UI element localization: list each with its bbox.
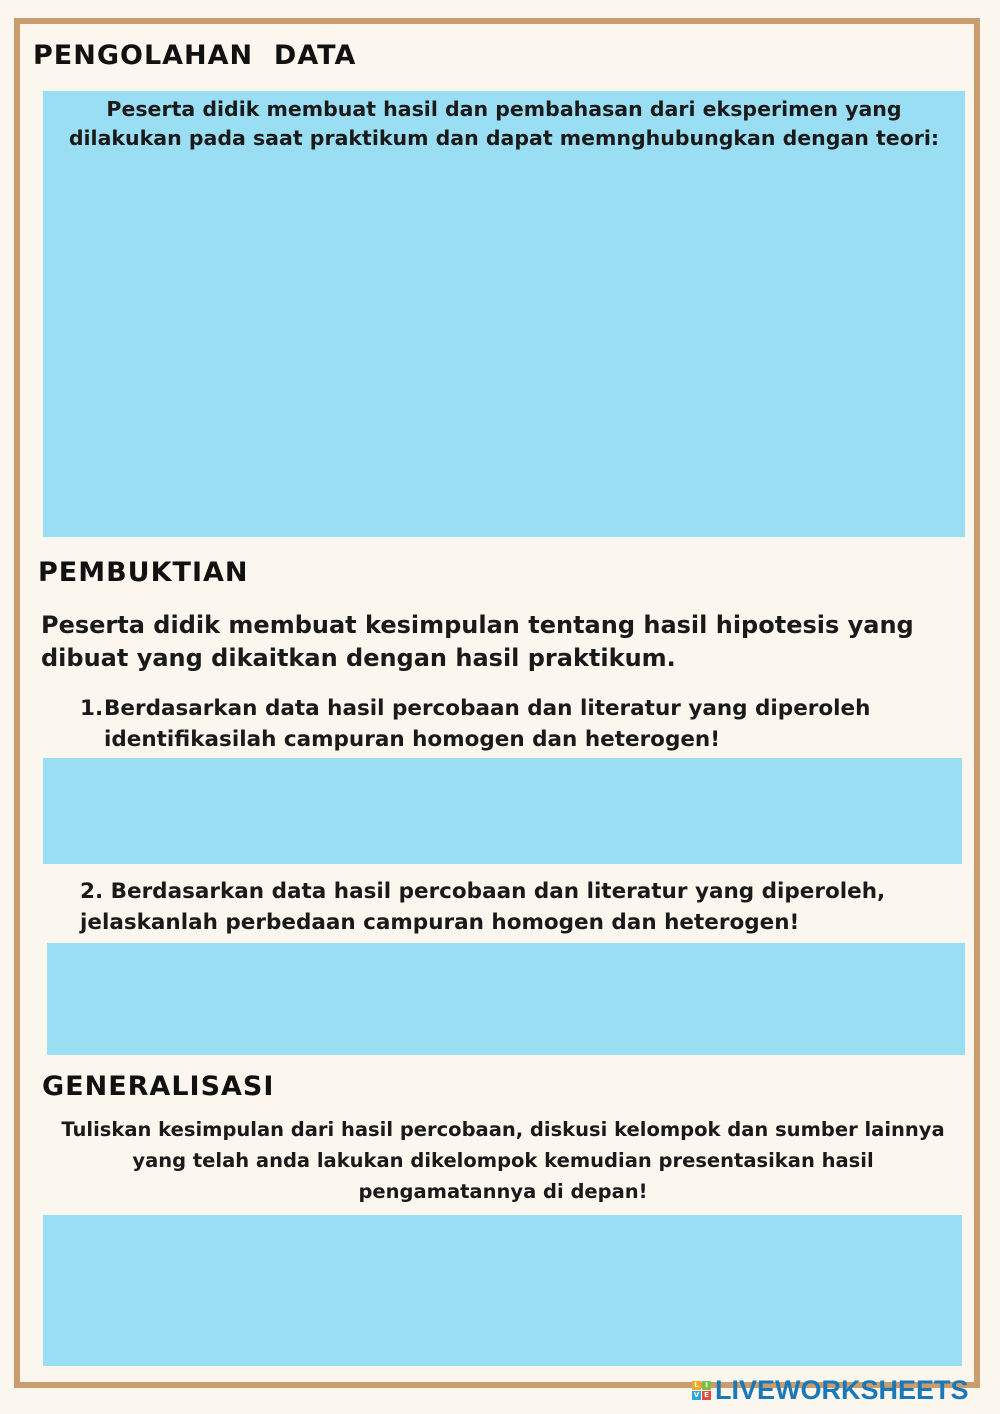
generalisasi-instruction: [25, 1114, 981, 1207]
question-1-number: 1.: [80, 696, 104, 721]
generalisasi-instruction-line1: Tuliskan kesimpulan dari hasil percobaan, diskusi kelompok dan sumber lainnya: [61, 1118, 945, 1141]
pembuktian-intro-line2: dibuat yang dikaitkan dengan hasil praktikum.: [41, 644, 676, 672]
question-2-line1: 2. Berdasarkan data hasil percobaan dan literatur yang diperoleh,: [80, 879, 886, 904]
pengolahan-data-heading: PENGOLAHAN DATA: [33, 40, 357, 71]
pembuktian-intro-line1: Peserta didik membuat kesimpulan tentang hasil hipotesis yang: [41, 611, 914, 639]
question-1-answer-box[interactable]: [43, 758, 962, 864]
pembuktian-heading: PEMBUKTIAN: [38, 557, 249, 588]
question-1: [80, 693, 870, 755]
pengolahan-answer-input[interactable]: [43, 91, 965, 537]
generalisasi-heading: GENERALISASI: [42, 1071, 275, 1102]
question-2: [80, 876, 885, 938]
question-2-answer-input[interactable]: [47, 943, 965, 1055]
generalisasi-answer-input[interactable]: [43, 1215, 962, 1366]
question-1-line2: identifikasilah campuran homogen dan heterogen!: [104, 727, 721, 752]
liveworksheets-logo[interactable]: [692, 1372, 969, 1408]
pengolahan-instruction-line2: dilakukan pada saat praktikum dan dapat memnghubungkan dengan teori:: [68, 126, 940, 150]
pengolahan-instruction: [43, 95, 965, 153]
pembuktian-intro: [41, 609, 914, 675]
question-1-line1: Berdasarkan data hasil percobaan dan literatur yang diperoleh: [104, 696, 871, 721]
generalisasi-instruction-line2: yang telah anda lakukan dikelompok kemudian presentasikan hasil: [132, 1149, 874, 1172]
question-2-line2: jelaskanlah perbedaan campuran homogen dan heterogen!: [80, 910, 800, 935]
pengolahan-instruction-line1: Peserta didik membuat hasil dan pembahasan dari eksperimen yang: [106, 97, 902, 121]
liveworksheets-logo-text: LIVEWORKSHEETS: [715, 1374, 969, 1405]
pengolahan-answer-box[interactable]: [43, 91, 965, 537]
question-2-answer-box[interactable]: [47, 943, 965, 1055]
liveworksheets-logo-icon: L I V E: [692, 1381, 711, 1400]
generalisasi-answer-box[interactable]: [43, 1215, 962, 1366]
generalisasi-instruction-line3: pengamatannya di depan!: [358, 1180, 648, 1203]
question-1-answer-input[interactable]: [43, 758, 962, 864]
